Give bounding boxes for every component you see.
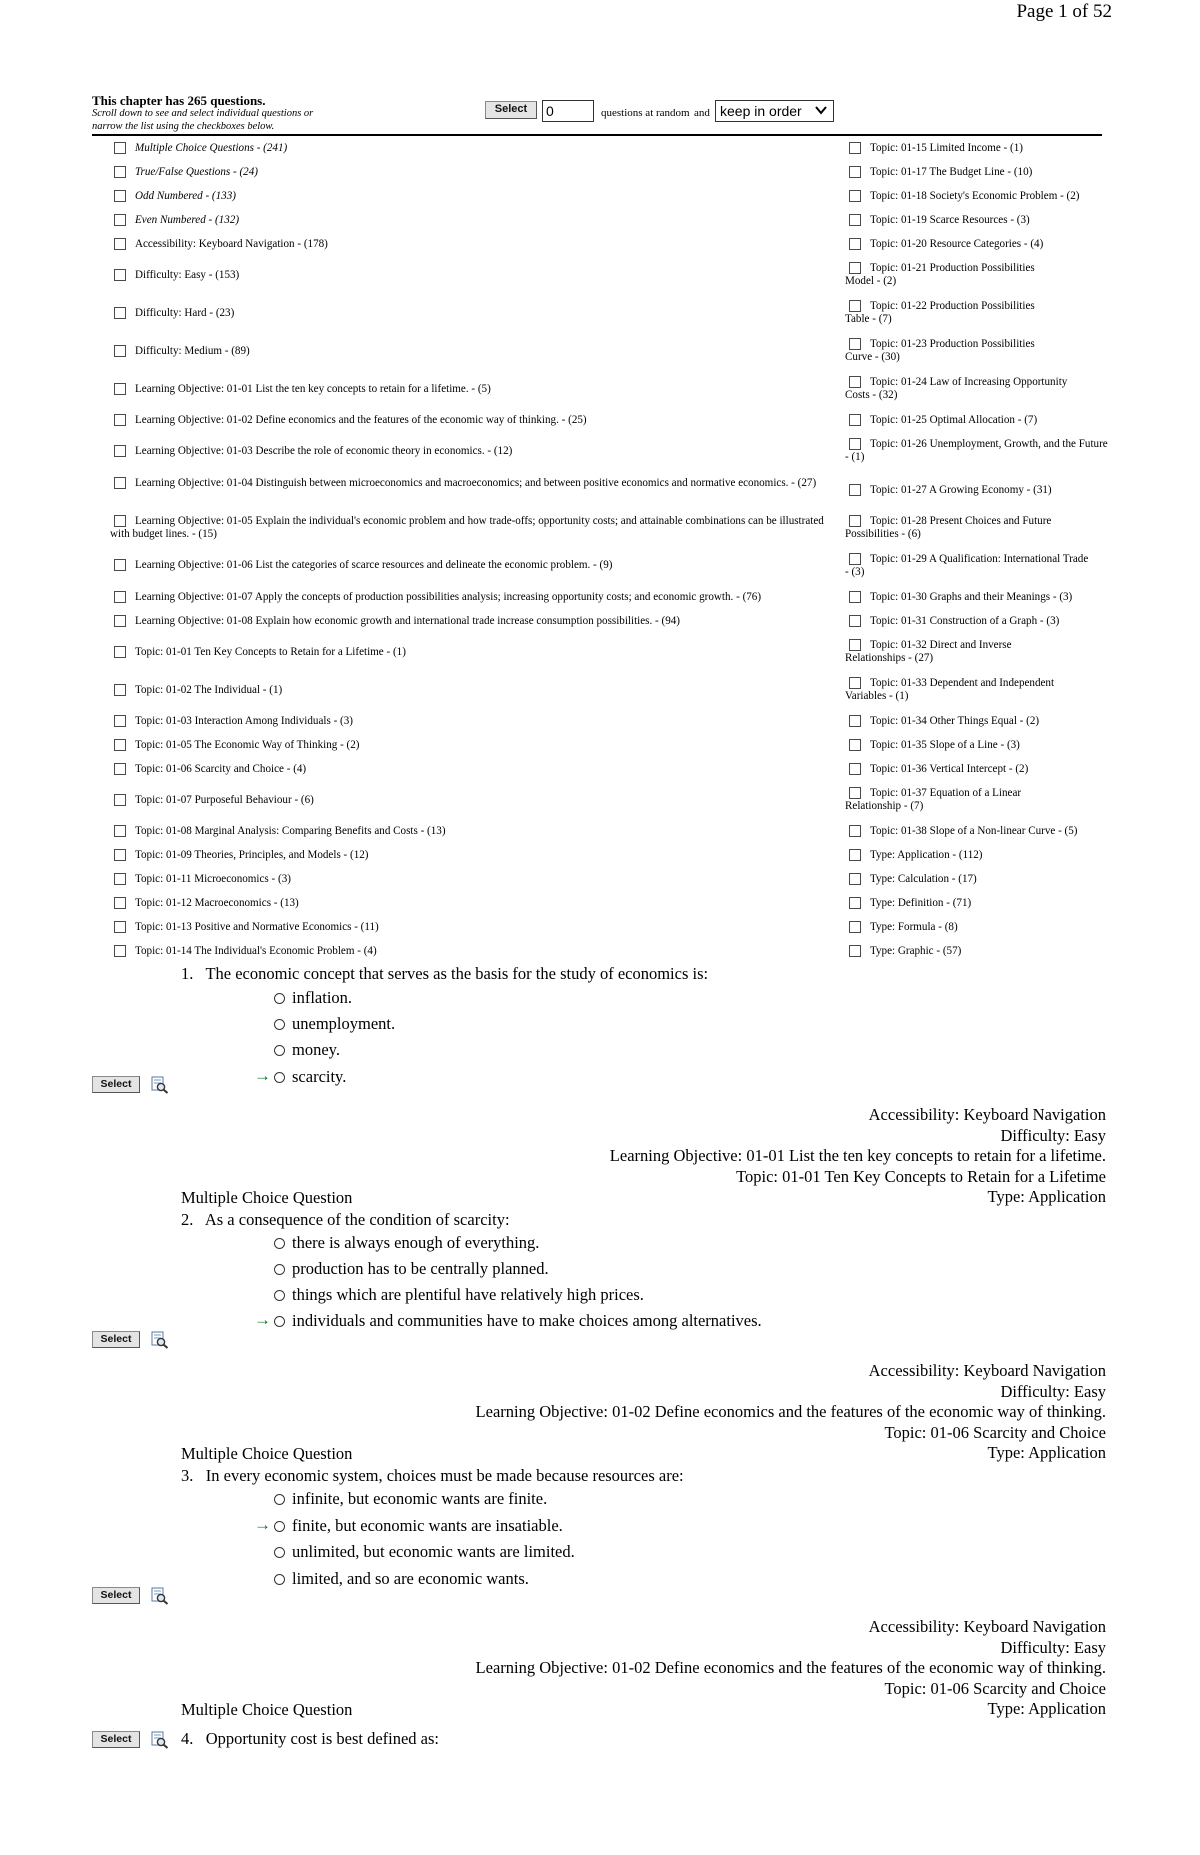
answer-option: → scarcity. — [254, 1066, 347, 1086]
radio-button[interactable] — [274, 1019, 285, 1030]
order-dropdown-value: keep in order — [720, 103, 802, 119]
filter-label: Topic: 01-02 The Individual - (1) — [135, 684, 283, 696]
checkbox[interactable] — [114, 238, 126, 250]
filter-label: Topic: 01-37 Equation of a Linear Relationship - (7) — [845, 787, 1022, 812]
select-question-button[interactable]: Select — [92, 1331, 140, 1348]
filter-item[interactable] — [114, 559, 834, 572]
filter-item[interactable] — [845, 677, 1085, 703]
answer-option: there is always enough of everything. — [274, 1233, 539, 1253]
checkbox[interactable] — [114, 345, 126, 357]
answer-option: limited, and so are economic wants. — [274, 1569, 529, 1589]
filter-item[interactable] — [849, 921, 1111, 934]
question-metadata: Accessibility: Keyboard Navigation Difficulty: Easy Learning Objective: 01-01 List the ten key concepts to retain for a lifetime. Topic: 01-01 Ten Key Concepts to Retain for a Lifetime Type: Application — [609, 1105, 1106, 1207]
question-stem: 2. As a consequence of the condition of scarcity: — [181, 1210, 510, 1229]
filter-item[interactable] — [114, 214, 834, 227]
filter-label: Topic: 01-12 Macroeconomics - (13) — [135, 897, 299, 909]
filter-label: True/False Questions - (24) — [135, 166, 258, 178]
answer-option: unlimited, but economic wants are limited. — [274, 1542, 575, 1562]
filter-item[interactable] — [114, 921, 834, 934]
filter-label: Type: Calculation - (17) — [870, 873, 977, 885]
selection-header — [92, 93, 1102, 136]
filter-item[interactable] — [114, 615, 854, 628]
checkbox[interactable] — [114, 873, 126, 885]
filter-item[interactable] — [849, 615, 1111, 628]
answer-option: production has to be centrally planned. — [274, 1259, 549, 1279]
filter-label: Topic: 01-01 Ten Key Concepts to Retain for a Lifetime - (1) — [135, 646, 406, 658]
filter-label: Accessibility: Keyboard Navigation - (178) — [135, 238, 328, 250]
checkbox[interactable] — [114, 739, 126, 751]
checkbox[interactable] — [849, 715, 861, 727]
filter-label: Multiple Choice Questions - (241) — [135, 142, 288, 154]
filter-label: Topic: 01-06 Scarcity and Choice - (4) — [135, 763, 307, 775]
filter-item[interactable] — [114, 739, 834, 752]
checkbox[interactable] — [114, 383, 126, 395]
checkbox[interactable] — [849, 825, 861, 837]
checkbox[interactable] — [849, 739, 861, 751]
checkbox[interactable] — [849, 338, 861, 350]
checkbox[interactable] — [849, 142, 861, 154]
radio-button[interactable] — [274, 1494, 285, 1505]
question-stem: 4. Opportunity cost is best defined as: — [181, 1729, 440, 1748]
filter-label: Odd Numbered - (133) — [135, 190, 236, 202]
filter-label: Topic: 01-29 A Qualification: International Trade - (3) — [845, 553, 1089, 578]
checkbox[interactable] — [849, 763, 861, 775]
filter-label: Learning Objective: 01-01 List the ten key concepts to retain for a lifetime. - (5) — [135, 383, 491, 395]
checkbox[interactable] — [114, 763, 126, 775]
filter-item[interactable] — [114, 345, 834, 358]
checkbox[interactable] — [849, 238, 861, 250]
checkbox[interactable] — [849, 639, 861, 651]
checkbox[interactable] — [849, 166, 861, 178]
filter-label: Topic: 01-31 Construction of a Graph - (3) — [870, 615, 1060, 627]
radio-button[interactable] — [274, 1521, 285, 1532]
filter-item[interactable] — [114, 445, 834, 458]
filter-label: Topic: 01-19 Scarce Resources - (3) — [870, 214, 1030, 226]
checkbox[interactable] — [114, 269, 126, 281]
filter-item[interactable] — [114, 794, 834, 807]
filter-item[interactable] — [114, 414, 834, 427]
checkbox[interactable] — [849, 873, 861, 885]
random-count-input[interactable]: 0 — [542, 100, 594, 122]
answer-option: money. — [274, 1040, 340, 1060]
filter-item[interactable] — [845, 300, 1055, 326]
question-stem: 1. The economic concept that serves as the basis for the study of economics is: — [181, 964, 709, 983]
filter-item[interactable] — [849, 715, 1111, 728]
checkbox[interactable] — [114, 897, 126, 909]
filter-label: Topic: 01-22 Production Possibilities Table - (7) — [845, 300, 1035, 325]
filter-label: Type: Formula - (8) — [870, 921, 958, 933]
magnifier-preview-icon[interactable] — [151, 1731, 169, 1749]
filter-item[interactable] — [114, 825, 834, 838]
filter-item[interactable] — [114, 238, 834, 251]
filter-item[interactable] — [114, 190, 834, 203]
question-type-label: Multiple Choice Question — [181, 1444, 353, 1463]
checkbox[interactable] — [114, 477, 126, 489]
answer-option: things which are plentiful have relatively high prices. — [274, 1285, 644, 1305]
checkbox[interactable] — [114, 559, 126, 571]
filter-label: Topic: 01-15 Limited Income - (1) — [870, 142, 1023, 154]
filter-item[interactable] — [114, 684, 834, 697]
question-count: This chapter has 265 questions. — [92, 93, 266, 108]
filter-item[interactable] — [114, 142, 834, 155]
checkbox[interactable] — [849, 921, 861, 933]
filter-label: Topic: 01-18 Society's Economic Problem - (2) — [870, 190, 1080, 202]
question-metadata: Accessibility: Keyboard Navigation Difficulty: Easy Learning Objective: 01-02 Define economics and the features of the economic way of thinking. Topic: 01-06 Scarcity and Choice Type: Application — [475, 1617, 1106, 1719]
checkbox[interactable] — [114, 190, 126, 202]
checkbox[interactable] — [849, 484, 861, 496]
checkbox[interactable] — [114, 142, 126, 154]
checkbox[interactable] — [114, 794, 126, 806]
checkbox[interactable] — [849, 262, 861, 274]
checkbox[interactable] — [849, 414, 861, 426]
filter-label: Topic: 01-20 Resource Categories - (4) — [870, 238, 1044, 250]
checkbox[interactable] — [849, 438, 861, 450]
filter-label: Difficulty: Medium - (89) — [135, 345, 250, 357]
filter-item[interactable] — [849, 214, 1111, 227]
filter-item[interactable] — [845, 553, 1090, 579]
filter-item[interactable] — [114, 166, 834, 179]
filter-label: Topic: 01-35 Slope of a Line - (3) — [870, 739, 1020, 751]
radio-button[interactable] — [274, 1316, 285, 1327]
instructions: Scroll down to see and select individual questions or narrow the list using the checkboxes below. — [92, 108, 314, 132]
filter-label: Topic: 01-33 Dependent and Independent Variables - (1) — [845, 677, 1055, 702]
filter-label: Topic: 01-21 Production Possibilities Model - (2) — [845, 262, 1035, 287]
checkbox[interactable] — [114, 646, 126, 658]
answer-option: → individuals and communities have to make choices among alternatives. — [254, 1310, 762, 1330]
filter-item[interactable] — [114, 646, 834, 659]
checkbox[interactable] — [114, 591, 126, 603]
filter-item[interactable] — [114, 591, 854, 604]
filter-label: Difficulty: Easy - (153) — [135, 269, 240, 281]
checkbox[interactable] — [849, 376, 861, 388]
filter-item[interactable] — [849, 825, 1111, 838]
question-stem: 3. In every economic system, choices must be made because resources are: — [181, 1466, 684, 1485]
checkbox[interactable] — [849, 190, 861, 202]
checkbox[interactable] — [849, 214, 861, 226]
filter-label: Topic: 01-38 Slope of a Non-linear Curve - (5) — [870, 825, 1078, 837]
checkbox[interactable] — [849, 677, 861, 689]
filter-item[interactable] — [849, 190, 1111, 203]
filter-item[interactable] — [114, 945, 834, 958]
checkbox[interactable] — [114, 615, 126, 627]
random-text: questions at random — [601, 107, 690, 119]
filter-label: Topic: 01-26 Unemployment, Growth, and the Future - (1) — [845, 438, 1108, 463]
checkbox[interactable] — [114, 307, 126, 319]
checkbox[interactable] — [849, 945, 861, 957]
order-dropdown[interactable] — [715, 100, 834, 122]
filter-item[interactable] — [849, 897, 1111, 910]
filter-label: Topic: 01-27 A Growing Economy - (31) — [870, 484, 1052, 496]
correct-answer-arrow-icon: → — [254, 1515, 271, 1534]
radio-button[interactable] — [274, 993, 285, 1004]
filter-label: Topic: 01-24 Law of Increasing Opportunity Costs - (32) — [845, 376, 1068, 401]
filter-label: Topic: 01-30 Graphs and their Meanings - (3) — [870, 591, 1073, 603]
answer-option: infinite, but economic wants are finite. — [274, 1489, 547, 1509]
answer-option: unemployment. — [274, 1014, 395, 1034]
filter-label: Topic: 01-25 Optimal Allocation - (7) — [870, 414, 1038, 426]
magnifier-preview-icon[interactable] — [151, 1587, 169, 1605]
radio-button[interactable] — [274, 1072, 285, 1083]
filter-item[interactable] — [849, 484, 1111, 497]
filter-item[interactable] — [114, 849, 834, 862]
filter-item[interactable] — [849, 945, 1111, 958]
question-type-label: Multiple Choice Question — [181, 1700, 353, 1719]
checkbox[interactable] — [849, 515, 861, 527]
radio-button[interactable] — [274, 1574, 285, 1585]
filter-item[interactable] — [845, 639, 1055, 665]
page-number: Page 1 of 52 — [1016, 1, 1112, 22]
checkbox[interactable] — [114, 945, 126, 957]
filter-item[interactable] — [849, 142, 1111, 155]
checkbox[interactable] — [849, 300, 861, 312]
random-select-button[interactable]: Select — [485, 101, 537, 119]
correct-answer-arrow-icon: → — [254, 1066, 271, 1085]
filter-label: Learning Objective: 01-07 Apply the concepts of production possibilities analysis; increasing opportunity costs; and economic growth. - (76) — [135, 591, 762, 603]
filter-label: Learning Objective: 01-02 Define economics and the features of the economic way of thinking. - (25) — [135, 414, 587, 426]
filter-item[interactable] — [114, 873, 834, 886]
radio-button[interactable] — [274, 1045, 285, 1056]
filter-item[interactable] — [845, 787, 1050, 813]
filter-item[interactable] — [114, 715, 834, 728]
filter-item[interactable] — [114, 269, 834, 282]
filter-item[interactable] — [845, 438, 1110, 464]
checkbox[interactable] — [849, 615, 861, 627]
filter-item[interactable] — [849, 166, 1111, 179]
select-question-button[interactable]: Select — [92, 1587, 140, 1604]
filter-label: Learning Objective: 01-06 List the categories of scarce resources and delineate the economic problem. - (9) — [135, 559, 613, 571]
select-question-button[interactable]: Select — [92, 1076, 140, 1093]
filter-label: Topic: 01-23 Production Possibilities Curve - (30) — [845, 338, 1035, 363]
filter-label: Topic: 01-14 The Individual's Economic Problem - (4) — [135, 945, 377, 957]
checkbox[interactable] — [114, 684, 126, 696]
filter-item[interactable] — [849, 591, 1111, 604]
checkbox[interactable] — [114, 445, 126, 457]
filter-label: Topic: 01-34 Other Things Equal - (2) — [870, 715, 1040, 727]
filter-label: Topic: 01-07 Purposeful Behaviour - (6) — [135, 794, 314, 806]
filter-item[interactable] — [849, 763, 1111, 776]
filter-label: Topic: 01-36 Vertical Intercept - (2) — [870, 763, 1029, 775]
answer-option: → finite, but economic wants are insatiable. — [254, 1515, 563, 1535]
radio-button[interactable] — [274, 1238, 285, 1249]
checkbox[interactable] — [114, 849, 126, 861]
select-question-button[interactable]: Select — [92, 1731, 140, 1748]
filter-label: Learning Objective: 01-03 Describe the role of economic theory in economics. - (12) — [135, 445, 513, 457]
filter-label: Topic: 01-32 Direct and Inverse Relationships - (27) — [845, 639, 1012, 664]
filter-label: Topic: 01-09 Theories, Principles, and Models - (12) — [135, 849, 369, 861]
checkbox[interactable] — [114, 214, 126, 226]
filter-item[interactable] — [849, 739, 1111, 752]
and-text: and — [694, 107, 710, 119]
filter-label: Type: Graphic - (57) — [870, 945, 962, 957]
checkbox[interactable] — [114, 715, 126, 727]
filter-label: Difficulty: Hard - (23) — [135, 307, 235, 319]
chevron-down-icon — [814, 103, 828, 117]
magnifier-preview-icon[interactable] — [151, 1331, 169, 1349]
checkbox[interactable] — [114, 825, 126, 837]
radio-button[interactable] — [274, 1264, 285, 1275]
filter-item[interactable] — [849, 873, 1111, 886]
filter-item[interactable] — [845, 262, 1055, 288]
filter-label: Learning Objective: 01-08 Explain how economic growth and international trade increase consumption possibilities. - (94) — [135, 615, 680, 627]
filter-label: Topic: 01-28 Present Choices and Future Possibilities - (6) — [845, 515, 1052, 540]
checkbox[interactable] — [849, 849, 861, 861]
checkbox[interactable] — [114, 166, 126, 178]
radio-button[interactable] — [274, 1290, 285, 1301]
filter-item[interactable] — [845, 376, 1070, 402]
filter-label: Topic: 01-03 Interaction Among Individuals - (3) — [135, 715, 353, 727]
correct-answer-arrow-icon: → — [254, 1310, 271, 1329]
filter-item[interactable] — [114, 307, 834, 320]
checkbox[interactable] — [849, 787, 861, 799]
filter-item[interactable] — [845, 515, 1060, 541]
filter-label: Learning Objective: 01-05 Explain the individual's economic problem and how trade-offs; opportunity costs; and attainable combinations can be illustrated with budget lines. - (15) — [110, 515, 824, 540]
checkbox[interactable] — [114, 515, 126, 527]
filter-item[interactable] — [849, 238, 1111, 251]
filter-item[interactable] — [114, 383, 834, 396]
filter-label: Topic: 01-08 Marginal Analysis: Comparing Benefits and Costs - (13) — [135, 825, 446, 837]
filter-item[interactable] — [114, 763, 834, 776]
filter-item[interactable] — [114, 897, 834, 910]
filter-label: Type: Definition - (71) — [870, 897, 972, 909]
answer-option: inflation. — [274, 988, 352, 1008]
filter-label: Learning Objective: 01-04 Distinguish between microeconomics and macroeconomics; and between positive economics and normative economics. - (27) — [135, 477, 817, 489]
filter-item[interactable] — [845, 338, 1055, 364]
filter-label: Type: Application - (112) — [870, 849, 983, 861]
filter-label: Topic: 01-13 Positive and Normative Economics - (11) — [135, 921, 379, 933]
filter-label: Even Numbered - (132) — [135, 214, 240, 226]
checkbox[interactable] — [849, 553, 861, 565]
filter-label: Topic: 01-17 The Budget Line - (10) — [870, 166, 1033, 178]
checkbox[interactable] — [849, 591, 861, 603]
checkbox[interactable] — [114, 414, 126, 426]
magnifier-preview-icon[interactable] — [151, 1076, 169, 1094]
filter-item[interactable] — [849, 414, 1111, 427]
filter-item[interactable] — [110, 477, 838, 490]
question-type-label: Multiple Choice Question — [181, 1188, 353, 1207]
filter-label: Topic: 01-05 The Economic Way of Thinking - (2) — [135, 739, 360, 751]
filter-item[interactable] — [110, 515, 838, 541]
question-metadata: Accessibility: Keyboard Navigation Difficulty: Easy Learning Objective: 01-02 Define economics and the features of the economic way of thinking. Topic: 01-06 Scarcity and Choice Type: Application — [475, 1361, 1106, 1463]
filter-label: Topic: 01-11 Microeconomics - (3) — [135, 873, 291, 885]
filter-item[interactable] — [849, 849, 1111, 862]
checkbox[interactable] — [849, 897, 861, 909]
checkbox[interactable] — [114, 921, 126, 933]
radio-button[interactable] — [274, 1547, 285, 1558]
